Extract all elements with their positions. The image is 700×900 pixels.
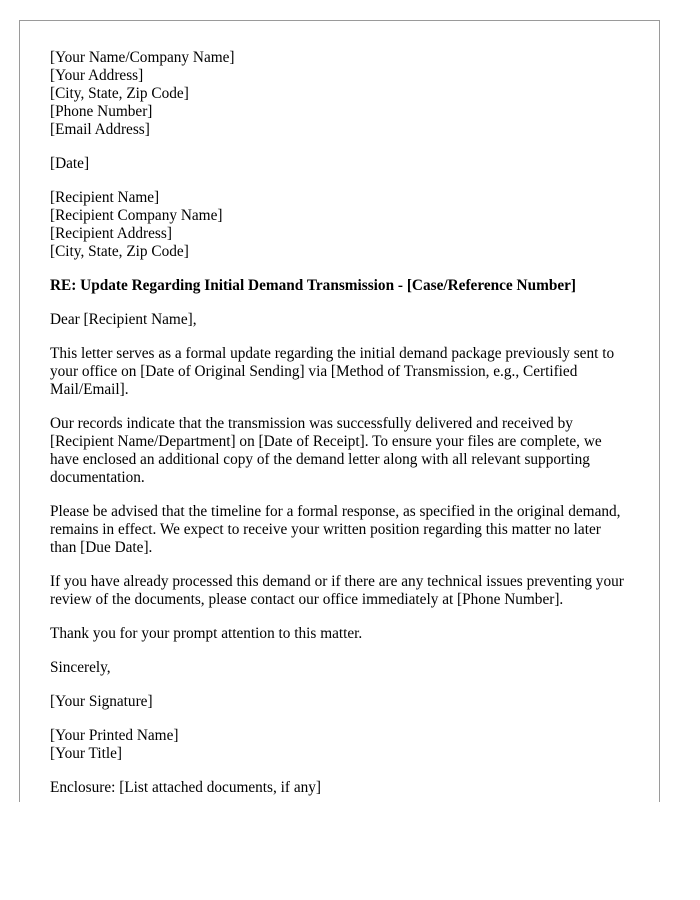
recipient-address: [Recipient Address] [50, 225, 172, 242]
body-paragraph-1: This letter serves as a formal update regarding the initial demand package previously sent to your office on [Date of Original Sending] via [Method of Transmission, e.g., Certified Mail/Email]. [50, 345, 615, 398]
letter-page [19, 20, 660, 802]
sender-name: [Your Name/Company Name] [50, 49, 235, 66]
body-paragraph-4: If you have already processed this demand or if there are any technical issues preventing your review of the documents, please contact our office immediately at [Phone Number]. [50, 573, 624, 608]
sender-block [50, 49, 629, 139]
body-paragraph-5: Thank you for your prompt attention to this matter. [50, 625, 363, 642]
letter-date: [Date] [50, 155, 90, 172]
sender-address: [Your Address] [50, 67, 144, 84]
recipient-block [50, 189, 629, 261]
sender-phone: [Phone Number] [50, 103, 153, 120]
subject-line: RE: Update Regarding Initial Demand Transmission - [Case/Reference Number] [50, 277, 577, 294]
sender-city: [City, State, Zip Code] [50, 85, 189, 102]
sender-email: [Email Address] [50, 121, 150, 138]
body-paragraph-2: Our records indicate that the transmission was successfully delivered and received by [Recipient Name/Department] on [Date of Receipt]. To ensure your files are complete, we have enclosed an additional copy of the demand letter along with all relevant supporting documentation. [50, 415, 602, 486]
date-line [50, 155, 629, 173]
signature-placeholder: [Your Signature] [50, 693, 153, 710]
recipient-name: [Recipient Name] [50, 189, 160, 206]
body-paragraph-3: Please be advised that the timeline for a formal response, as specified in the original demand, remains in effect. We expect to receive your written position regarding this matter no later than [Due Date]. [50, 503, 621, 556]
recipient-company: [Recipient Company Name] [50, 207, 223, 224]
printed-name: [Your Printed Name] [50, 727, 179, 744]
enclosure-line: Enclosure: [List attached documents, if any] [50, 779, 322, 796]
signer-block [50, 727, 629, 763]
closing: Sincerely, [50, 659, 111, 676]
signer-title: [Your Title] [50, 745, 122, 762]
salutation: Dear [Recipient Name], [50, 311, 197, 328]
recipient-city: [City, State, Zip Code] [50, 243, 189, 260]
